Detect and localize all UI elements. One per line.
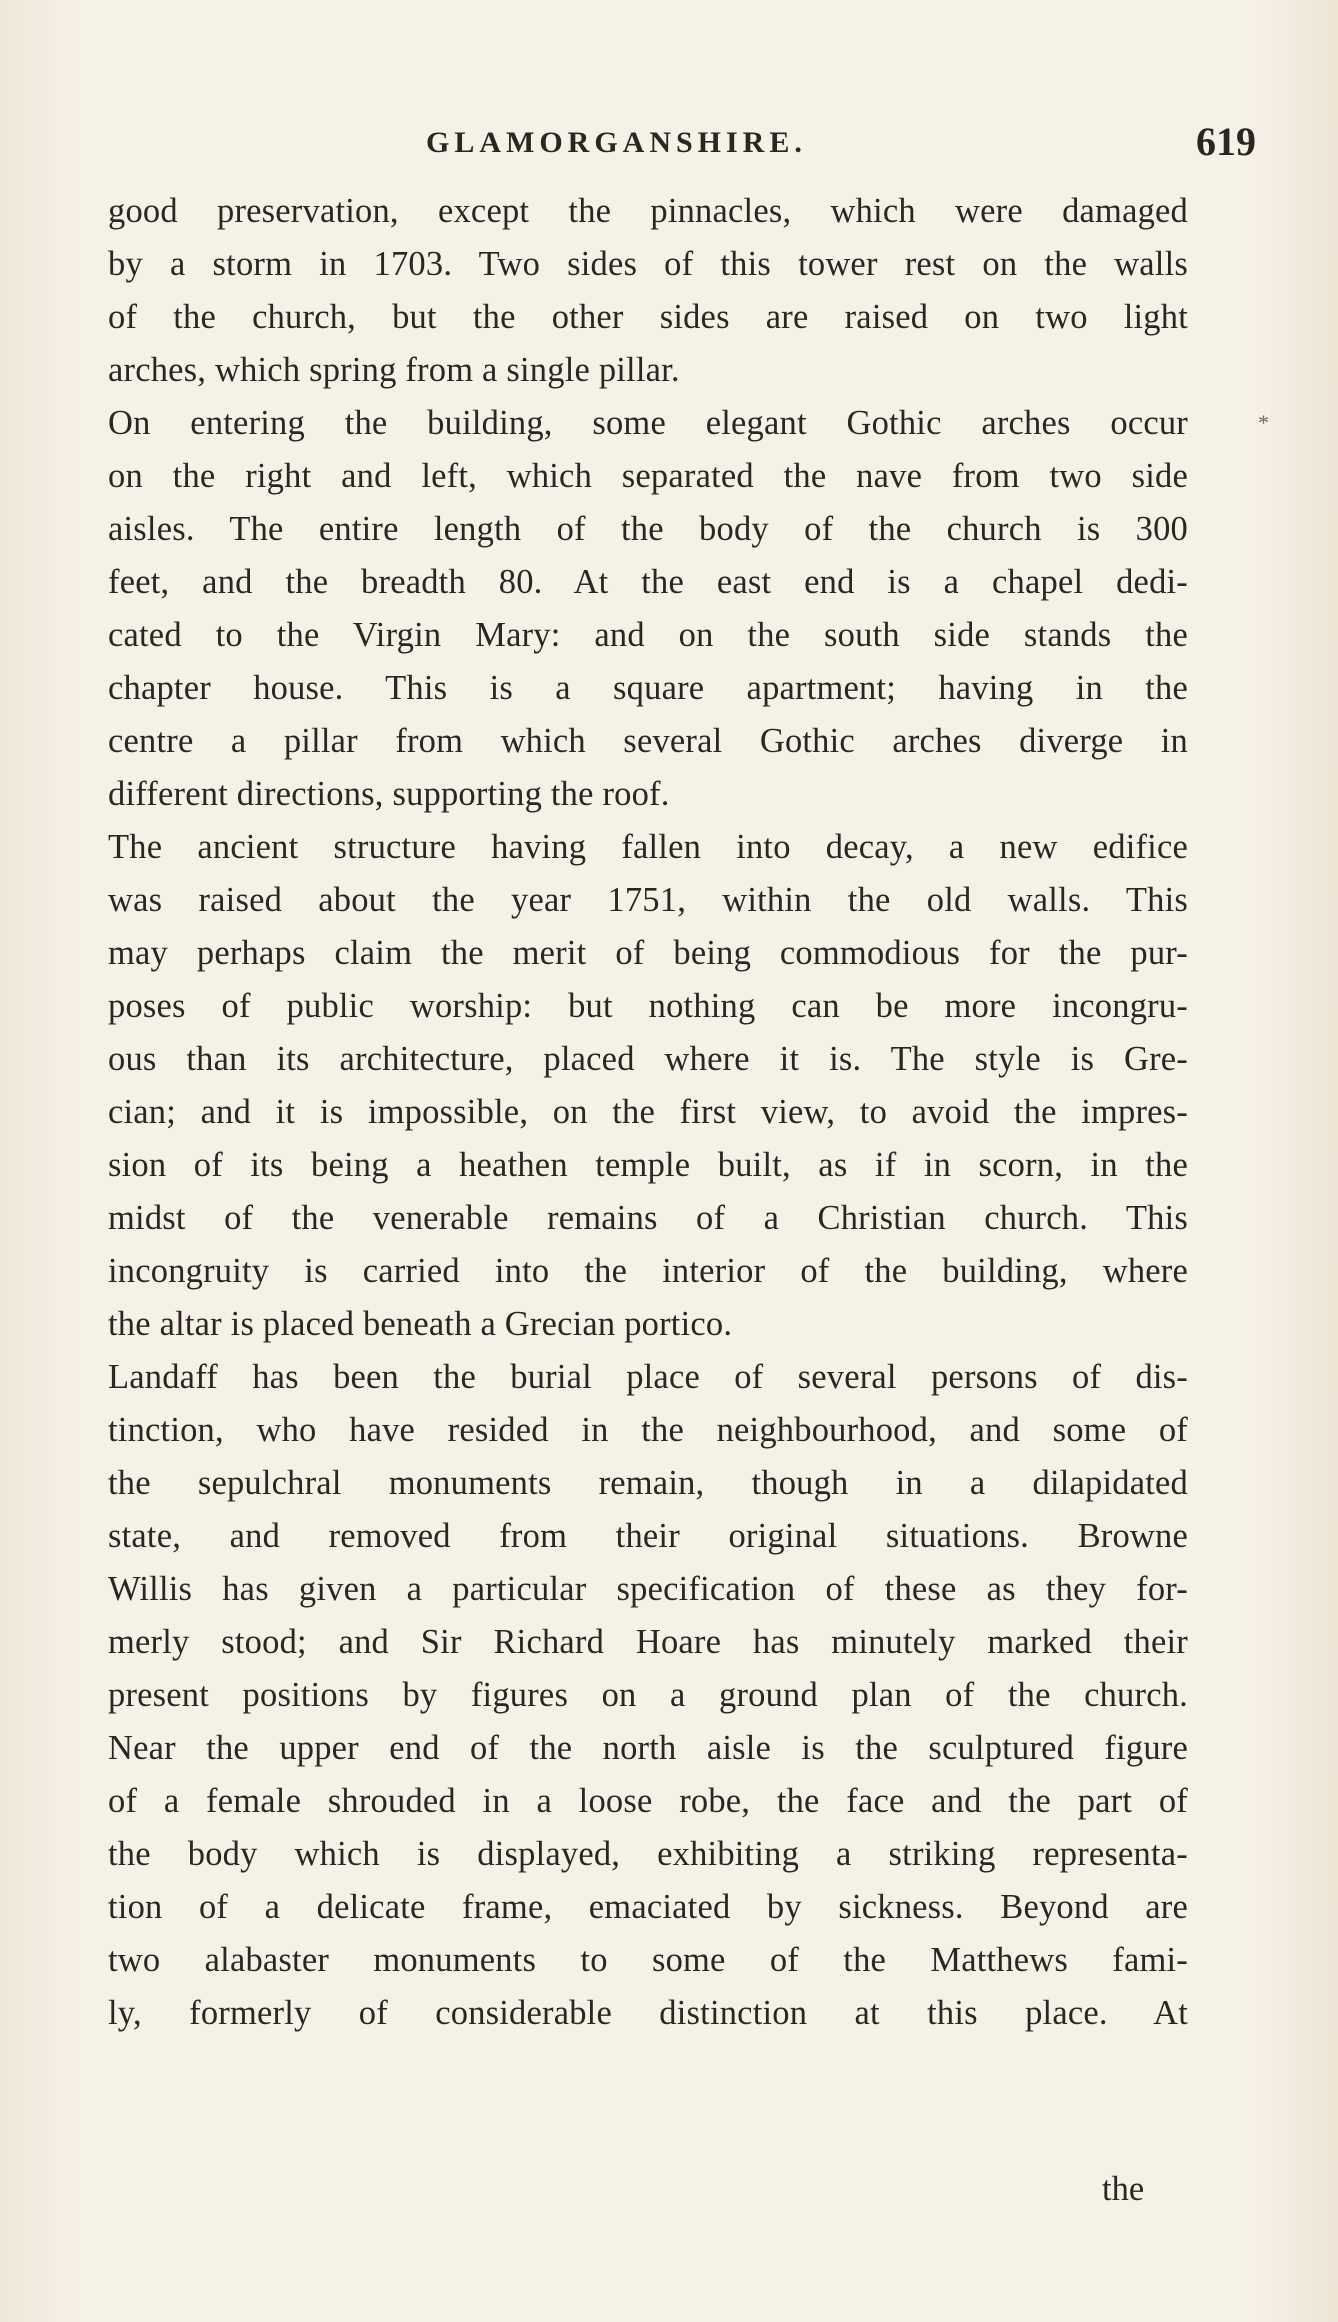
- text-line: chapter house. This is a square apartment; having in the: [108, 669, 1188, 707]
- text-line: the altar is placed beneath a Grecian portico.: [108, 1305, 733, 1343]
- text-line: aisles. The entire length of the body of the church is 300: [108, 510, 1188, 548]
- page-number: 619: [1196, 119, 1256, 164]
- text-line: The ancient structure having fallen into decay, a new edifice: [108, 828, 1188, 866]
- text-line: two alabaster monuments to some of the Matthews fami-: [108, 1941, 1188, 1979]
- text-line: state, and removed from their original situations. Browne: [108, 1517, 1188, 1555]
- text-line: tinction, who have resided in the neighbourhood, and some of: [108, 1411, 1188, 1449]
- text-line: sion of its being a heathen temple built, as if in scorn, in the: [108, 1146, 1188, 1184]
- text-line: incongruity is carried into the interior of the building, where: [108, 1252, 1188, 1290]
- text-line: ous than its architecture, placed where it is. The style is Gre-: [108, 1040, 1188, 1078]
- text-line: different directions, supporting the roof.: [108, 775, 670, 813]
- text-line: ly, formerly of considerable distinction at this place. At: [108, 1994, 1188, 2032]
- text-line: Willis has given a particular specification of these as they for-: [108, 1570, 1188, 1608]
- text-line: present positions by figures on a ground plan of the church.: [108, 1676, 1188, 1714]
- text-line: was raised about the year 1751, within the old walls. This: [108, 881, 1188, 919]
- text-line: centre a pillar from which several Gothic arches diverge in: [108, 722, 1188, 760]
- text-line: feet, and the breadth 80. At the east end is a chapel dedi-: [108, 563, 1188, 601]
- text-line: midst of the venerable remains of a Christian church. This: [108, 1199, 1188, 1237]
- text-line: tion of a delicate frame, emaciated by sickness. Beyond are: [108, 1888, 1188, 1926]
- text-line: arches, which spring from a single pillar.: [108, 351, 680, 389]
- text-line: cated to the Virgin Mary: and on the south side stands the: [108, 616, 1188, 654]
- page-header: [96, 118, 1276, 168]
- margin-mark: *: [1258, 410, 1269, 435]
- text-line: the sepulchral monuments remain, though in a dilapidated: [108, 1464, 1188, 1502]
- catchword: the: [1102, 2170, 1145, 2208]
- running-head: GLAMORGANSHIRE.: [426, 126, 807, 159]
- text-line: Near the upper end of the north aisle is the sculptured figure: [108, 1729, 1188, 1767]
- text-line: On entering the building, some elegant Gothic arches occur: [108, 404, 1188, 442]
- text-line: on the right and left, which separated the nave from two side: [108, 457, 1188, 495]
- text-line: of a female shrouded in a loose robe, the face and the part of: [108, 1782, 1188, 1820]
- text-line: cian; and it is impossible, on the first view, to avoid the impres-: [108, 1093, 1188, 1131]
- body-text: [108, 185, 1188, 2040]
- text-line: of the church, but the other sides are raised on two light: [108, 298, 1188, 336]
- text-line: by a storm in 1703. Two sides of this tower rest on the walls: [108, 245, 1188, 283]
- text-line: merly stood; and Sir Richard Hoare has minutely marked their: [108, 1623, 1188, 1661]
- text-line: the body which is displayed, exhibiting a striking representa-: [108, 1835, 1188, 1873]
- text-line: Landaff has been the burial place of several persons of dis-: [108, 1358, 1188, 1396]
- text-line: poses of public worship: but nothing can be more incongru-: [108, 987, 1188, 1025]
- text-line: good preservation, except the pinnacles, which were damaged: [108, 192, 1188, 230]
- text-line: may perhaps claim the merit of being commodious for the pur-: [108, 934, 1188, 972]
